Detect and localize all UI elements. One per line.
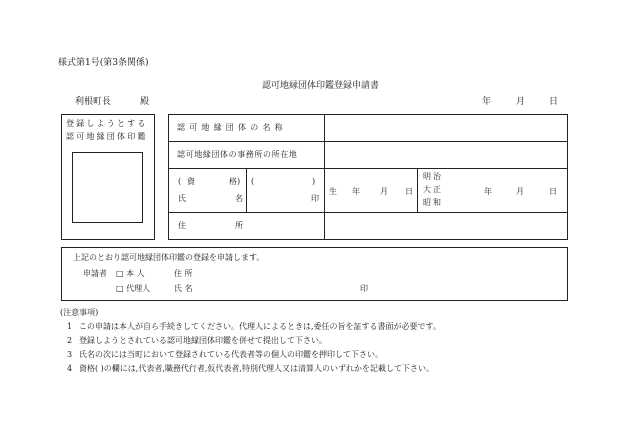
rep-address-field[interactable] xyxy=(252,216,562,236)
qualification-label-start: 資 xyxy=(187,177,195,186)
note-number: 2 xyxy=(67,336,73,345)
qualification-label-end: 格) xyxy=(229,177,241,186)
seal-box-label-line1: 登録しようとする xyxy=(66,119,148,128)
group-name-label: 認可地縁団体の名称 xyxy=(177,123,287,132)
note-text: 資格( )の欄には,代表者,職務代行者,仮代表者,特別代理人又は清算人のいずれかを記載して下さい。 xyxy=(79,364,434,373)
form-title: 認可地縁団体印鑑登録申請書 xyxy=(262,81,380,91)
declaration-text: 上記のとおり認可地縁団体印鑑の登録を申請します。 xyxy=(73,253,265,262)
applicant-address-field[interactable] xyxy=(205,266,545,280)
era-year-label: 年 xyxy=(484,187,492,196)
birth-era-divider xyxy=(417,168,418,212)
rep-name-label-first: 氏 xyxy=(178,194,186,203)
applicant-self-checkbox[interactable]: □ 本 人 xyxy=(116,269,145,278)
note-number: 4 xyxy=(67,364,73,373)
qualification-input-paren-close: ) xyxy=(312,177,316,186)
birth-year-label: 年 xyxy=(352,187,360,196)
office-address-field[interactable] xyxy=(330,145,562,165)
rep-name-field[interactable] xyxy=(252,192,308,206)
birth-label: 生 xyxy=(329,187,337,196)
era-taisho[interactable]: 大正 xyxy=(423,185,443,194)
applicant-name-field[interactable] xyxy=(205,281,355,295)
seal-impression-area[interactable] xyxy=(72,152,143,223)
table-row-divider xyxy=(168,168,568,169)
rep-name-label-last: 名 xyxy=(235,194,243,203)
note-text: 登録しようとされている認可地縁団体印鑑を併せて提出して下さい。 xyxy=(79,336,327,345)
seal-box-label-line2: 認可地縁団体印鑑 xyxy=(66,132,148,141)
notes-heading: (注意事項) xyxy=(60,308,99,317)
date-year-label: 年 xyxy=(482,97,492,107)
qualification-field[interactable] xyxy=(258,174,308,188)
era-day-label: 日 xyxy=(549,187,557,196)
note-number: 1 xyxy=(67,322,73,331)
office-address-label: 認可地縁団体の事務所の所在地 xyxy=(177,150,298,159)
date-month-label: 月 xyxy=(516,97,526,107)
addressee: 利根町長 xyxy=(75,97,112,107)
applicant-agent-checkbox[interactable]: □ 代理人 xyxy=(116,284,151,293)
era-showa[interactable]: 昭和 xyxy=(423,198,443,207)
table-row-divider xyxy=(168,141,568,142)
note-text: 氏名の次には当町において登録されている代表者等の個人の印鑑を押印して下さい。 xyxy=(79,350,383,359)
address-label-first: 住 xyxy=(178,221,186,230)
table-row-divider xyxy=(168,212,568,213)
rep-seal-mark: 印 xyxy=(311,194,319,203)
applicant-address-label: 住 所 xyxy=(174,269,193,278)
era-options xyxy=(423,173,443,207)
applicant-name-label: 氏 名 xyxy=(174,284,193,293)
note-text: この申請は本人が自ら手続きしてください。代理人によるときは,委任の旨を証する書面が必要です。 xyxy=(79,322,441,331)
date-day-label: 日 xyxy=(549,97,559,107)
qualification-paren-open: ( xyxy=(178,177,182,186)
form-number-label: 様式第1号(第3条関係) xyxy=(58,58,149,68)
note-number: 3 xyxy=(67,350,73,359)
group-name-field[interactable] xyxy=(330,118,562,138)
applicant-seal-mark: 印 xyxy=(360,284,368,293)
address-label-last: 所 xyxy=(235,221,243,230)
birth-day-label: 日 xyxy=(405,187,413,196)
applicant-label: 申請者 xyxy=(83,269,107,278)
honorific: 殿 xyxy=(140,97,150,107)
birth-month-label: 月 xyxy=(380,187,388,196)
era-meiji[interactable]: 明治 xyxy=(423,172,443,181)
era-month-label: 月 xyxy=(516,187,524,196)
rep-label-divider xyxy=(246,168,247,212)
qualification-input-paren-open: ( xyxy=(251,177,255,186)
